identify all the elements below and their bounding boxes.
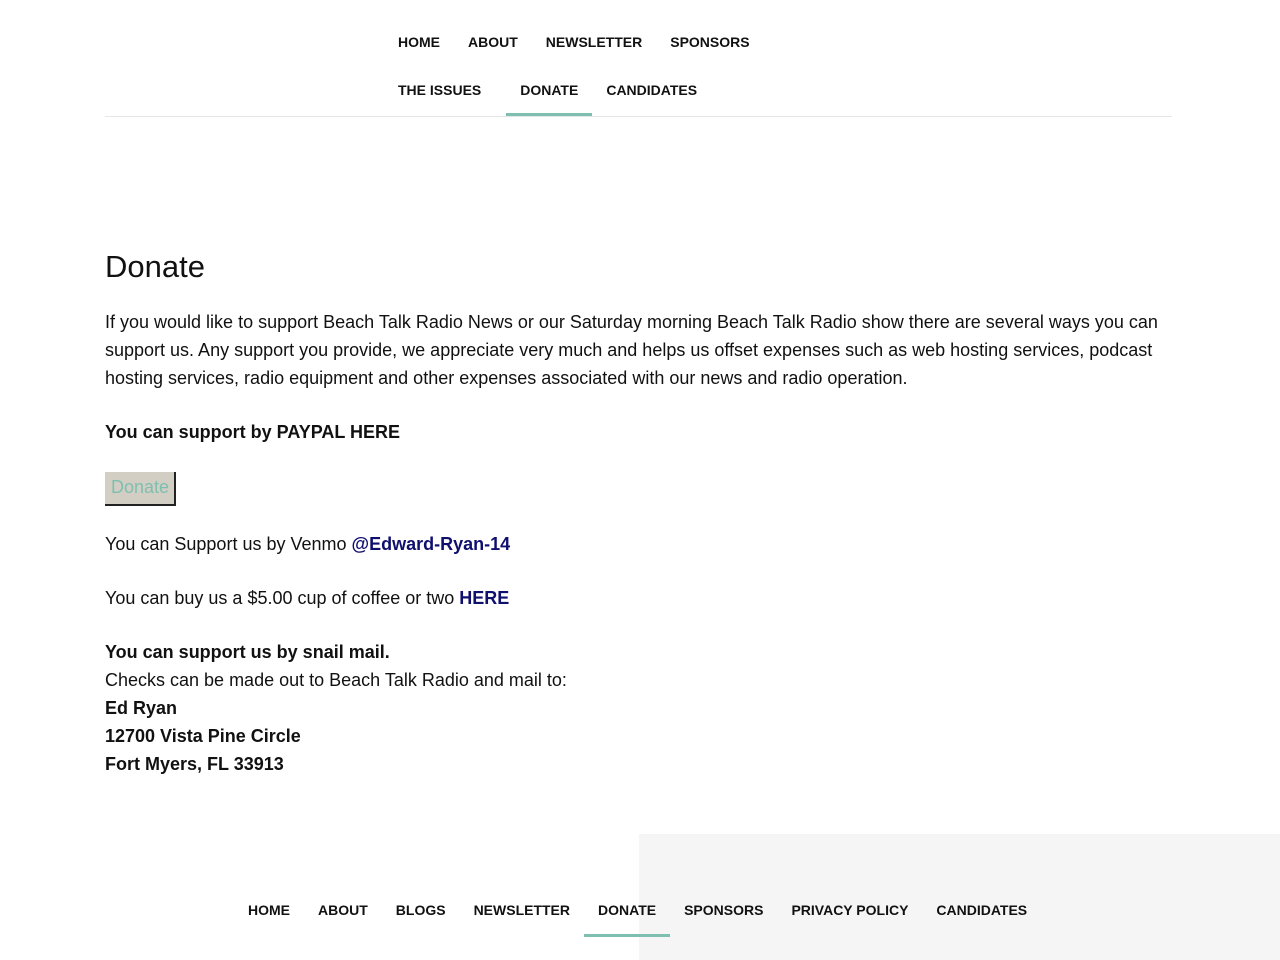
page-title: Donate — [105, 249, 205, 284]
footer-home-link[interactable]: HOME — [248, 902, 290, 918]
address-city: Fort Myers, FL 33913 — [105, 754, 284, 774]
coffee-prefix: You can buy us a $5.00 cup of coffee or two — [105, 588, 460, 608]
footer-nav — [234, 900, 1041, 920]
address-name: Ed Ryan — [105, 698, 178, 718]
footer-background-panel — [639, 834, 1280, 960]
nav-newsletter-link[interactable]: NEWSLETTER — [545, 34, 643, 50]
address-street: 12700 Vista Pine Circle — [105, 726, 301, 746]
footer-candidates-link[interactable]: CANDIDATES — [936, 902, 1028, 918]
footer-sponsors-link[interactable]: SPONSORS — [684, 902, 764, 918]
venmo-prefix: You can Support us by Venmo — [105, 534, 352, 554]
paypal-donate-button[interactable]: Donate — [105, 472, 176, 506]
venmo-support-text — [105, 530, 1172, 558]
footer-blogs-link[interactable]: BLOGS — [395, 902, 446, 918]
nav-donate-link[interactable]: DONATE — [506, 80, 592, 100]
footer-about-link[interactable]: ABOUT — [318, 902, 368, 918]
venmo-handle-link[interactable]: @Edward-Ryan-14 — [351, 534, 511, 554]
main-nav-row-2 — [384, 80, 711, 100]
coffee-support-text — [105, 584, 1172, 612]
footer-newsletter-link[interactable]: NEWSLETTER — [473, 902, 571, 918]
nav-sponsors-link[interactable]: SPONSORS — [670, 34, 750, 50]
snail-mail-heading: You can support us by snail mail. — [105, 642, 390, 662]
nav-about-link[interactable]: ABOUT — [468, 34, 518, 50]
footer-donate-link[interactable]: DONATE — [584, 900, 670, 920]
nav-the-issues-link[interactable]: THE ISSUES — [398, 82, 482, 98]
main-nav-row-1 — [384, 32, 764, 52]
nav-candidates-link[interactable]: CANDIDATES — [606, 82, 698, 98]
footer-privacy-policy-link[interactable]: PRIVACY POLICY — [791, 902, 909, 918]
nav-home-link[interactable]: HOME — [398, 34, 440, 50]
mail-instructions: Checks can be made out to Beach Talk Radio and mail to: — [105, 670, 567, 690]
coffee-here-link[interactable]: HERE — [459, 588, 510, 608]
intro-paragraph: If you would like to support Beach Talk Radio News or our Saturday morning Beach Talk Radio show there are several ways you can support us. Any support you provide, we appreciate very much and helps us offset expenses such as web hosting services, podcast hosting services, radio equipment and other expenses associated with our news and radio operation. — [105, 312, 1158, 388]
site-header — [105, 0, 1172, 117]
main-content — [105, 245, 1172, 778]
paypal-support-text: You can support by PAYPAL HERE — [105, 422, 401, 442]
